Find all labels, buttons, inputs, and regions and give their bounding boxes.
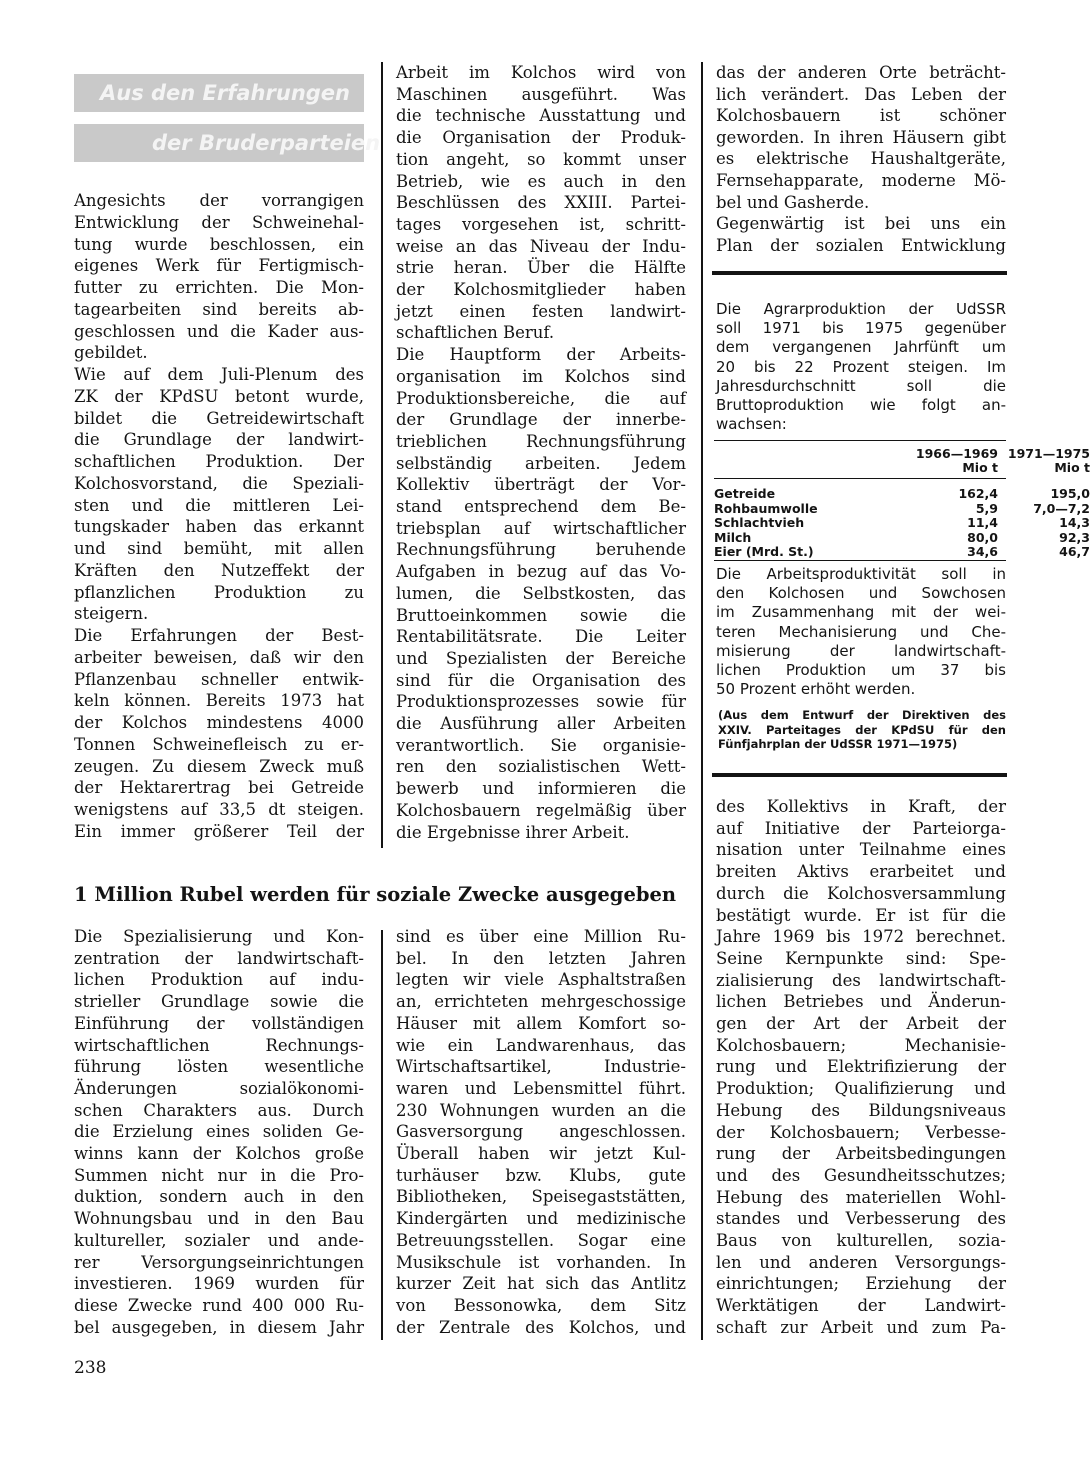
column-2-line: strie heran. Über die Hälfte: [396, 258, 686, 278]
column-1-line: die Grundlage der landwirt-: [74, 430, 364, 450]
column-1-bottom-line: Die Spezialisierung und Kon-: [74, 927, 364, 946]
column-3-bottom-line: Jahre 1969 bis 1972 berechnet.: [716, 927, 1006, 947]
column-3-bottom-line: Produktion; Qualifizierung und: [716, 1079, 1006, 1099]
column-2-line: Betrieb, wie es auch in den: [396, 171, 686, 191]
table-cell: 46,7: [1059, 544, 1090, 559]
column-2-bottom-line: von Bessonowka, dem Sitz: [396, 1295, 686, 1315]
table-cell: 5,9: [975, 500, 998, 516]
column-1-bottom-line: wirtschaftlichen Rechnungs-: [74, 1035, 364, 1055]
column-2-line: Produktionsprozesses sowie für: [396, 692, 686, 712]
column-2-bottom-line: der Zentrale des Kolchos, und: [396, 1317, 686, 1337]
column-1-line: Pflanzenbau schneller entwik-: [74, 669, 364, 689]
column-1-bottom-line: kultureller, sozialer und ande-: [74, 1230, 364, 1250]
column-2-bottom-line: wie ein Landwarenhaus, das: [396, 1035, 686, 1055]
column-3-bottom-line: lichen Betriebes und Änderun-: [716, 992, 1006, 1012]
column-3-line: lich verändert. Das Leben der: [716, 84, 1006, 104]
column-3-bottom-line: auf Initiative der Parteiorga-: [716, 818, 1006, 838]
column-2-bottom-line: Musikschule ist vorhanden. In: [396, 1252, 686, 1272]
column-1-line: bildet die Getreidewirtschaft: [74, 408, 364, 428]
sidebar-outro-line: lichen Produktion um 37 bis: [716, 661, 1006, 679]
column-2-bottom-line: waren und Lebensmittel führt.: [396, 1078, 686, 1098]
column-1-line: schaftlichen Produktion. Der: [74, 452, 364, 471]
column-2-bottom-line: Wirtschaftsartikel, Industrie-: [396, 1057, 686, 1077]
column-3-bottom-line: der Kolchosbauern; Verbesse-: [716, 1122, 1006, 1142]
column-1-line: sten und die mittleren Lei-: [74, 495, 364, 515]
column-1-line: Wie auf dem Juli-Plenum des: [74, 365, 364, 384]
column-3-bottom-line: gen der Art der Arbeit der: [716, 1014, 1006, 1033]
column-1-line: eigenes Werk für Fertigmisch-: [74, 256, 364, 276]
column-2-line: die technische Ausstattung und: [396, 106, 686, 126]
column-1-bottom-line: schen Charakters aus. Durch: [74, 1100, 364, 1120]
column-1-line: gebildet.: [74, 343, 148, 363]
section-banner-2: [74, 124, 381, 162]
sidebar-bottom-rule: [712, 773, 1007, 777]
column-1-line: tung wurde beschlossen, ein: [74, 234, 364, 254]
column-rule-3: [381, 930, 383, 1340]
column-3-bottom-line: schaft zur Arbeit und zum Pa-: [716, 1317, 1006, 1337]
column-1-line: Tonnen Schweinefleisch zu er-: [74, 734, 364, 754]
column-2-line: sind für die Organisation des: [396, 670, 686, 690]
column-2-bottom-line: Kindergärten und medizinische: [396, 1209, 686, 1229]
column-2-line: ren den sozialistischen Wett-: [396, 757, 686, 777]
table-cell: 14,3: [1059, 515, 1090, 530]
column-1-bottom-line: winns kann der Kolchos große: [74, 1144, 364, 1163]
column-3-bottom-line: Hebung des Bildungsniveaus: [716, 1100, 1006, 1120]
column-3-bottom-line: und des Gesundheitsschutzes;: [716, 1165, 1006, 1185]
sidebar-intro-line: dem vergangenen Jahrfünft um: [716, 338, 1006, 357]
sidebar-source-line: (Aus dem Entwurf der Direktiven des: [718, 708, 1006, 722]
column-1-bottom-line: Änderungen sozialökonomi-: [74, 1078, 364, 1098]
column-2-bottom-line: legten wir viele Asphaltstraßen: [396, 970, 686, 990]
column-2-line: Bruttoeinkommen sowie die: [396, 605, 686, 625]
column-1-line: Entwicklung der Schweinehal-: [74, 212, 364, 232]
column-3-line: es elektrische Haushaltgeräte,: [716, 149, 1006, 169]
column-1-line: ZK der KPdSU betont wurde,: [74, 386, 364, 406]
column-1-line: tagearbeiten sind bereits ab-: [74, 299, 364, 319]
column-2-line: tion angeht, so kommt unser: [396, 149, 686, 169]
column-1-bottom-line: diese Zwecke rund 400 000 Ru-: [74, 1295, 364, 1315]
column-1-line: tungskader haben das erkannt: [74, 517, 364, 537]
column-2-line: lumen, die Selbstkosten, das: [396, 583, 686, 603]
column-1-line: arbeiter beweisen, daß wir den: [74, 647, 364, 667]
column-1-line: Kolchosvorstand, die Speziali-: [74, 473, 364, 493]
sidebar-intro-line: soll 1971 bis 1975 gegenüber: [716, 319, 1006, 338]
column-2-line: Kollektiv überträgt der Vor-: [396, 475, 686, 495]
sidebar-outro-line: teren Mechanisierung und Che-: [716, 622, 1006, 641]
column-1-line: geschlossen und die Kader aus-: [74, 321, 364, 341]
table-header-cell: Mio t: [1054, 460, 1090, 475]
column-2-bottom-line: kurzer Zeit hat sich das Antlitz: [396, 1274, 686, 1294]
column-3-bottom-line: nisation unter Teilnahme eines: [716, 840, 1006, 860]
table-cell: Milch: [714, 529, 752, 545]
sidebar-intro-line: 20 bis 22 Prozent steigen. Im: [716, 357, 1006, 376]
column-2-line: trieblichen Rechnungsführung: [396, 431, 686, 451]
column-rule-4: [701, 790, 703, 1340]
sidebar-top-rule: [712, 271, 1007, 275]
column-2-line: die Ausführung aller Arbeiten: [396, 714, 686, 733]
column-2-bottom-line: Überall haben wir jetzt Kul-: [396, 1144, 686, 1163]
table-cell: 80,0: [967, 529, 998, 545]
table-cell: Getreide: [714, 486, 776, 501]
column-3-line: Gegenwärtig ist bei uns ein: [716, 214, 1006, 234]
sidebar-outro-line: Die Arbeitsproduktivität soll in: [716, 565, 1006, 583]
column-1-line: Angesichts der vorrangigen: [74, 191, 364, 210]
table-cell: 11,4: [967, 515, 998, 530]
column-2-line: Rechnungsführung beruhende: [396, 540, 686, 560]
column-2-line: schaftlichen Beruf.: [396, 323, 555, 343]
column-1-line: keln können. Bereits 1973 hat: [74, 691, 364, 711]
column-1-bottom-line: bel ausgegeben, in diesem Jahr: [74, 1317, 364, 1337]
column-2-line: tages vorgesehen ist, schritt-: [396, 214, 686, 234]
table-cell: 195,0: [1050, 486, 1090, 501]
column-2-bottom-line: Häuser mit allem Komfort so-: [396, 1013, 686, 1033]
column-1-line: Kräften den Nutzeffekt der: [74, 560, 364, 580]
column-1-bottom-line: Einführung der vollständigen: [74, 1013, 364, 1033]
page-number: 238: [74, 1358, 107, 1378]
column-2-line: und Spezialisten der Bereiche: [396, 648, 686, 668]
column-2-bottom-line: Gasversorgung angeschlossen.: [396, 1122, 686, 1142]
column-3-bottom-line: len und anderen Versorgungs-: [716, 1252, 1006, 1272]
column-3-line: geworden. In ihren Häusern gibt: [716, 127, 1006, 147]
column-1-line: der Hektarertrag bei Getreide: [74, 778, 364, 798]
column-3-bottom-line: rung und Elektrifizierung der: [716, 1057, 1006, 1077]
column-3-bottom-line: rung der Arbeitsbedingungen: [716, 1144, 1006, 1164]
column-1-line: der Kolchos mindestens 4000: [74, 713, 364, 732]
table-header-cell: 1966—1969: [915, 446, 998, 461]
table-cell: 162,4: [958, 486, 998, 501]
column-3-bottom-line: Baus von kulturellen, sozia-: [716, 1231, 1006, 1250]
column-1-bottom-line: duktion, sondern auch in den: [74, 1187, 364, 1207]
table-cell: 92,3: [1059, 529, 1090, 545]
column-2-line: jetzt einen festen landwirt-: [396, 301, 686, 321]
sidebar-table: [714, 446, 1090, 559]
column-1-bottom-line: führung lösten wesentliche: [74, 1057, 364, 1077]
table-cell: Schlachtvieh: [714, 515, 805, 530]
table-top-rule: [714, 440, 1006, 441]
table-cell: 34,6: [967, 544, 998, 559]
column-1-bottom-line: rer Versorgungseinrichtungen: [74, 1252, 364, 1272]
sidebar-outro-line: misierung der landwirtschaft-: [716, 641, 1006, 660]
column-2-line: Maschinen ausgeführt. Was: [396, 84, 686, 104]
sidebar-intro-line: Die Agrarproduktion der UdSSR: [716, 300, 1006, 318]
sidebar-intro-line: wachsen:: [716, 415, 787, 434]
sidebar-outro-line: 50 Prozent erhöht werden.: [716, 680, 916, 699]
column-2-bottom-line: sind es über eine Million Ru-: [396, 927, 686, 946]
column-3-bottom-line: standes und Verbesserung des: [716, 1209, 1006, 1229]
column-3-bottom-line: durch die Kolchosversammlung: [716, 883, 1006, 903]
column-2-line: organisation im Kolchos sind: [396, 366, 686, 386]
column-1-bottom-line: investieren. 1969 wurden für: [74, 1274, 364, 1294]
column-1-line: Die Erfahrungen der Best-: [74, 626, 364, 645]
column-3-bottom-line: des Kollektivs in Kraft, der: [716, 797, 1006, 816]
sidebar-intro-line: Bruttoproduktion wie folgt an-: [716, 396, 1006, 414]
column-2-line: stand entsprechend dem Be-: [396, 497, 686, 516]
column-2-line: triebsplan auf wirtschaftlicher: [396, 518, 686, 538]
column-2-bottom-line: Betreuungsstellen. Sogar eine: [396, 1230, 686, 1250]
column-rule-2: [701, 62, 703, 848]
column-3-line: Fernsehapparate, moderne Mö-: [716, 171, 1006, 190]
table-header-cell: 1971—1975: [1007, 446, 1090, 461]
column-1-bottom-line: Wohnungsbau und in den Bau: [74, 1209, 364, 1229]
sidebar-source-line: Fünfjahrplan der UdSSR 1971—1975): [718, 737, 958, 751]
table-header-cell: Mio t: [962, 460, 998, 475]
column-2-bottom-line: 230 Wohnungen wurden an die: [396, 1100, 686, 1120]
column-2-line: Aufgaben in bezug auf das Vo-: [396, 562, 686, 582]
column-3-bottom-line: Hebung des materiellen Wohl-: [716, 1187, 1006, 1207]
column-1-bottom-line: die Erzielung eines soliden Ge-: [74, 1122, 364, 1142]
column-2-line: verantwortlich. Sie organisie-: [396, 735, 686, 755]
column-2-line: der Grundlage der innerbe-: [396, 410, 686, 430]
sidebar-source-line: XXIV. Parteitages der KPdSU für den: [718, 722, 1006, 737]
column-2-line: Produktionsbereiche, die auf: [396, 388, 686, 408]
column-2-line: bewerb und informieren die: [396, 779, 686, 799]
column-1-line: Ein immer größerer Teil der: [74, 821, 364, 841]
column-2-bottom-line: turhäuser bzw. Klubs, gute: [396, 1165, 686, 1185]
column-2-bottom-line: an, errichteten mehrgeschossige: [396, 992, 686, 1012]
column-3-line: Plan der sozialen Entwicklung: [716, 235, 1006, 255]
column-2-line: die Ergebnisse ihrer Arbeit.: [396, 822, 630, 842]
column-3-bottom-line: Kolchosbauern; Mechanisie-: [716, 1035, 1006, 1055]
column-2-bottom-line: bel. In den letzten Jahren: [396, 948, 686, 968]
column-1-bottom-line: zentration der landwirtschaft-: [74, 948, 364, 968]
column-3-line: das der anderen Orte beträcht-: [716, 63, 1006, 82]
column-1-bottom-line: Summen nicht nur in die Pro-: [74, 1165, 364, 1185]
column-1-line: pflanzlichen Produktion zu: [74, 582, 364, 602]
column-1-line: zeugen. Zu diesem Zweck muß: [74, 756, 364, 776]
column-2-line: der Kolchosmitglieder haben: [396, 280, 686, 299]
column-2-line: Beschlüssen des XXIII. Partei-: [396, 193, 686, 213]
column-3-line: Kolchosbauern ist schöner: [716, 106, 1006, 126]
banner-line-1: Aus den Erfahrungen: [100, 81, 350, 105]
column-3-bottom-line: einrichtungen; Erziehung der: [716, 1274, 1006, 1294]
column-2-bottom-line: Bibliotheken, Speisegaststätten,: [396, 1187, 686, 1207]
column-1-line: und sind bemüht, mit allen: [74, 539, 364, 558]
column-3-line: bel und Gasherde.: [716, 192, 870, 212]
article-heading: 1 Million Rubel werden für soziale Zwecke ausgegeben: [74, 883, 677, 906]
banner-line-2: der Bruderparteien: [152, 131, 381, 155]
column-3-bottom-line: Werktätigen der Landwirt-: [716, 1296, 1006, 1316]
column-rule-1: [381, 62, 383, 848]
column-2-line: Kolchosbauern regelmäßig über: [396, 800, 686, 820]
column-3-bottom-line: zialisierung des landwirtschaft-: [716, 970, 1006, 990]
column-3-bottom-line: breiten Aktivs erarbeitet und: [716, 862, 1006, 882]
column-1-line: futter zu errichten. Die Mon-: [74, 278, 364, 297]
column-2-line: Die Hauptform der Arbeits-: [396, 345, 686, 365]
column-1-bottom-line: strieller Grundlage sowie die: [74, 992, 364, 1012]
column-1-bottom-line: lichen Produktion auf indu-: [74, 970, 364, 990]
column-2-line: die Organisation der Produk-: [396, 128, 686, 148]
column-2-line: weise an das Niveau der Indu-: [396, 236, 686, 256]
column-1-line: wenigstens auf 33,5 dt steigen.: [74, 800, 364, 819]
table-cell: Rohbaumwolle: [714, 500, 818, 516]
table-cell: Eier (Mrd. St.): [714, 544, 814, 559]
column-1-line: steigern.: [74, 604, 149, 624]
sidebar-intro-line: Jahresdurchschnitt soll die: [716, 376, 1006, 395]
column-3-bottom-line: bestätigt wurde. Er ist für die: [716, 905, 1006, 925]
column-2-line: Arbeit im Kolchos wird von: [396, 63, 686, 82]
table-bottom-rule: [714, 560, 1006, 561]
column-2-line: Rentabilitätsrate. Die Leiter: [396, 627, 686, 647]
table-cell: 7,0—7,2: [1033, 500, 1090, 516]
column-2-line: selbständig arbeiten. Jedem: [396, 453, 686, 473]
sidebar-outro-line: im Zusammenhang mit der wei-: [716, 603, 1006, 622]
section-banner: [74, 74, 364, 112]
sidebar-outro-line: den Kolchosen und Sowchosen: [716, 584, 1006, 603]
column-3-bottom-line: Seine Kernpunkte sind: Spe-: [716, 948, 1006, 968]
